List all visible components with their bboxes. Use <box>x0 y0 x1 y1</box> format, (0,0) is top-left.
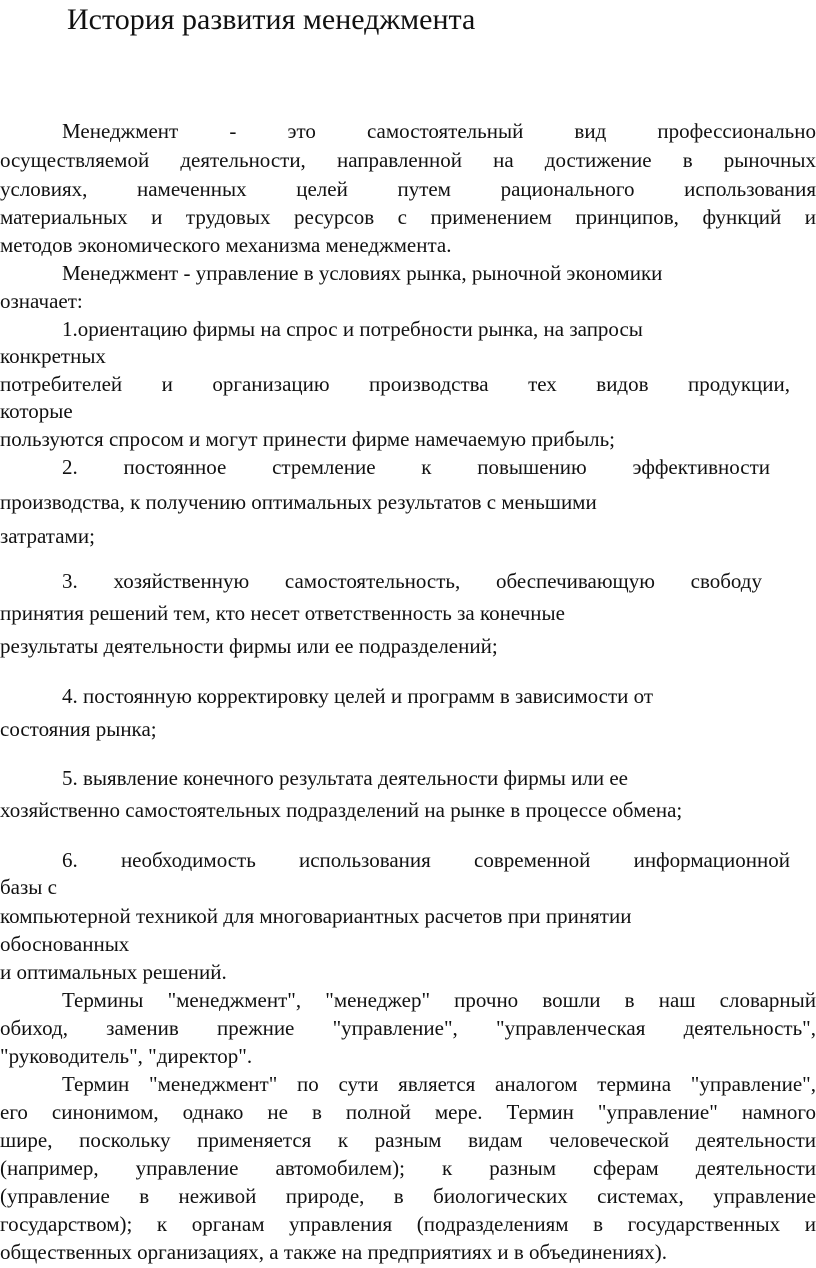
text-line: осуществляемой деятельности, направленной на достижение в рыночных <box>0 148 816 172</box>
text-line: принятия решений тем, кто несет ответственность за конечные <box>0 601 565 625</box>
text-line: потребителей и организацию производства тех видов продукции, <box>0 372 790 396</box>
text-line: (управление в неживой природе, в биологических системах, управление <box>0 1184 816 1208</box>
list-item-2: 2. постоянное стремление к повышению эффективности <box>62 455 770 479</box>
text-line: которые <box>0 399 73 423</box>
text-line: методов экономического механизма менеджмента. <box>0 233 452 257</box>
text-line: производства, к получению оптимальных результатов с меньшими <box>0 490 597 514</box>
text-line: компьютерной техникой для многовариантных расчетов при принятии <box>0 904 632 928</box>
text-line: пользуются спросом и могут принести фирме намечаемую прибыль; <box>0 427 615 451</box>
text-line: конкретных <box>0 344 106 368</box>
document-title: История развития менеджмента <box>67 3 476 36</box>
list-item-5: 5. выявление конечного результата деятельности фирмы или ее <box>62 766 628 790</box>
text-line: Термин "менеджмент" по сути является аналогом термина "управление", <box>62 1072 816 1096</box>
text-line: государством); к органам управления (подразделениям в государственных и <box>0 1212 816 1236</box>
list-item-4: 4. постоянную корректировку целей и программ в зависимости от <box>62 684 654 708</box>
text-line: обиход, заменив прежние "управление", "управленческая деятельность", <box>0 1016 816 1040</box>
list-item-1: 1.ориентацию фирмы на спрос и потребности рынка, на запросы <box>62 317 643 341</box>
text-line: затратами; <box>0 524 95 548</box>
text-line: означает: <box>0 289 83 313</box>
text-line: его синонимом, однако не в полной мере. Термин "управление" намного <box>0 1100 816 1124</box>
text-line: общественных организациях, а также на предприятиях и в объединениях). <box>0 1240 667 1264</box>
text-line: шире, поскольку применяется к разным видам человеческой деятельности <box>0 1128 816 1152</box>
text-line: базы с <box>0 875 57 899</box>
text-line: обоснованных <box>0 932 130 956</box>
text-line: состояния рынка; <box>0 717 157 741</box>
text-line: Менеджмент - это самостоятельный вид профессионально <box>62 119 816 143</box>
text-line: результаты деятельности фирмы или ее подразделений; <box>0 634 498 658</box>
text-line: и оптимальных решений. <box>0 960 227 984</box>
list-item-6: 6. необходимость использования современной информационной <box>62 848 790 872</box>
text-line: Менеджмент - управление в условиях рынка, рыночной экономики <box>62 261 663 285</box>
text-line: "руководитель", "директор". <box>0 1044 253 1068</box>
text-line: хозяйственно самостоятельных подразделений на рынке в процессе обмена; <box>0 798 683 822</box>
list-item-3: 3. хозяйственную самостоятельность, обеспечивающую свободу <box>62 569 762 593</box>
text-line: материальных и трудовых ресурсов с применением принципов, функций и <box>0 205 816 229</box>
text-line: (например, управление автомобилем); к разным сферам деятельности <box>0 1156 816 1180</box>
text-line: условиях, намеченных целей путем рационального использования <box>0 177 816 201</box>
text-line: Термины "менеджмент", "менеджер" прочно вошли в наш словарный <box>62 988 816 1012</box>
